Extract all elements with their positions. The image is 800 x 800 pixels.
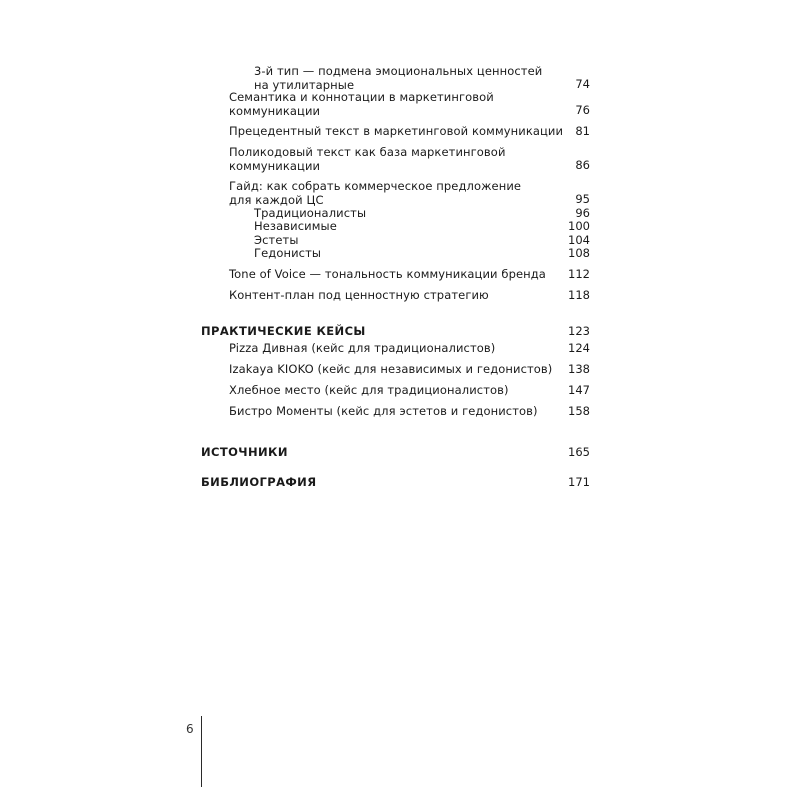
footer-divider [201, 716, 202, 787]
toc-entry-title: Бистро Моменты (кейс для эстетов и гедонистов) [229, 404, 538, 418]
toc-entry-title: Контент-план под ценностную стратегию [229, 288, 489, 302]
toc-page-number: 147 [568, 383, 590, 397]
toc-entry-title: Pizza Дивная (кейс для традиционалистов) [229, 341, 496, 355]
toc-entry-line: Семантика и коннотации в маркетинговой [229, 90, 494, 104]
toc-page-number: 104 [568, 233, 590, 247]
toc-page-number: 76 [575, 103, 590, 117]
toc-entry-title: Хлебное место (кейс для традиционалистов) [229, 383, 509, 397]
toc-entry-title: Традиционалисты [254, 206, 367, 220]
toc-entry-line: для каждой ЦС [229, 192, 324, 207]
toc-page-number: 100 [568, 219, 590, 233]
toc-entry-line: коммуникации [229, 103, 321, 118]
toc-entry-line: коммуникации [229, 158, 321, 173]
toc-section-heading: ИСТОЧНИКИ [201, 445, 288, 459]
toc-entry-line: 3-й тип — подмена эмоциональных ценностей [254, 64, 543, 78]
toc-page-number: 112 [568, 267, 590, 281]
toc-page-number: 165 [568, 445, 590, 459]
toc-page-number: 81 [575, 124, 590, 138]
toc-page-number: 86 [575, 158, 590, 172]
toc-page-number: 124 [568, 341, 590, 355]
toc-page-number: 171 [568, 475, 590, 489]
toc-page-number: 95 [575, 192, 590, 206]
toc-page-number: 138 [568, 362, 590, 376]
page-folio-number: 6 [186, 722, 194, 736]
toc-entry-title [229, 125, 563, 139]
toc-entry-line: Прецедентный текст в маркетинговой коммуникации [229, 124, 564, 138]
toc-entry-line: Гайд: как собрать коммерческое предложение [229, 179, 522, 193]
toc-entry-title [254, 65, 542, 92]
toc-entry-title: Независимые [254, 219, 337, 233]
toc-section-heading: БИБЛИОГРАФИЯ [201, 475, 317, 489]
toc-page-number: 74 [575, 77, 590, 91]
toc-entry-line: Поликодовый текст как база маркетинговой [229, 145, 506, 159]
toc-page-number: 96 [575, 206, 590, 220]
toc-page-number: 108 [568, 246, 590, 260]
toc-section-heading: ПРАКТИЧЕСКИЕ КЕЙСЫ [201, 324, 366, 338]
toc-entry-title: Гедонисты [254, 246, 322, 260]
toc-page-number: 118 [568, 288, 590, 302]
toc-entry-line: на утилитарные [254, 77, 355, 92]
toc-entry-title: Izakaya KIOKO (кейс для независимых и гедонистов) [229, 362, 553, 376]
toc-entry-title [229, 91, 494, 118]
toc-page-number: 123 [568, 324, 590, 338]
toc-entry-title: Эстеты [254, 233, 299, 247]
toc-entry-title: Tone of Voice — тональность коммуникации бренда [229, 267, 546, 281]
toc-page-number: 158 [568, 404, 590, 418]
toc-entry-title [229, 146, 506, 173]
toc-entry-title [229, 180, 521, 207]
